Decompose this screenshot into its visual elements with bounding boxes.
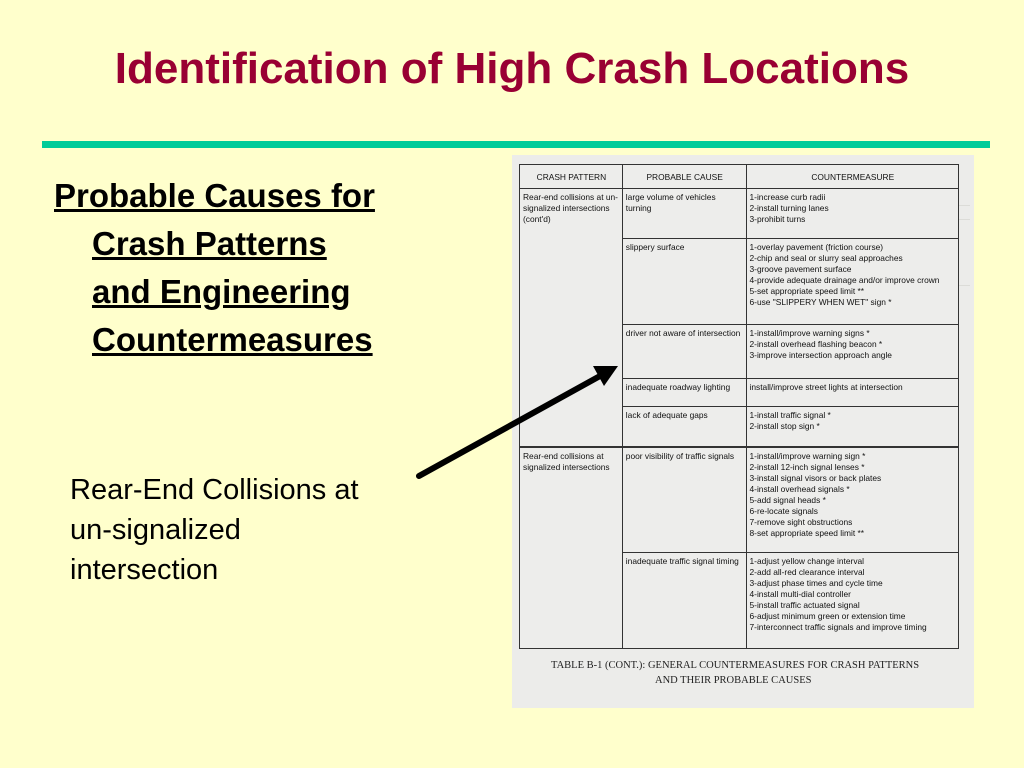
countermeasure-item: 7-remove sight obstructions [749, 516, 853, 527]
probable-cause-cell: poor visibility of traffic signals [622, 447, 746, 553]
countermeasure-item: 1-overlay pavement (friction course) [749, 242, 884, 252]
probable-cause-cell: slippery surface [622, 239, 746, 325]
callout-line: un-signalized [70, 514, 241, 546]
countermeasure-item: 4-install overhead signals * [749, 483, 850, 494]
crash-pattern-cell: Rear-end collisions at un-signalized intersections (cont'd) [520, 189, 623, 239]
countermeasure-item: 2-add all-red clearance interval [749, 567, 865, 577]
countermeasure-item: 6-use "SLIPPERY WHEN WET" sign * [749, 297, 892, 307]
countermeasure-item: 2-install 12-inch signal lenses * [749, 461, 865, 472]
countermeasure-item: 1-adjust yellow change interval [749, 556, 865, 566]
countermeasure-item: 6-re-locate signals [749, 505, 818, 516]
countermeasure-item: install/improve street lights at intersection [749, 382, 903, 392]
probable-cause-cell: large volume of vehicles turning [622, 189, 746, 239]
header-crash-pattern: CRASH PATTERN [520, 165, 623, 189]
caption-line: AND THEIR PROBABLE CAUSES [655, 675, 812, 686]
countermeasure-item: 1-install traffic signal * [749, 410, 831, 420]
slide-title: Identification of High Crash Locations [114, 44, 910, 93]
countermeasure-item: 4-install multi-dial controller [749, 589, 851, 599]
crash-pattern-cell: Rear-end collisions at signalized intersections [520, 447, 623, 553]
countermeasure-item: 2-install stop sign * [749, 421, 820, 431]
countermeasure-item: 5-install traffic actuated signal [749, 600, 860, 610]
callout-line: Rear-End Collisions at [70, 474, 359, 506]
countermeasure-item: 1-increase curb radii [749, 192, 826, 202]
countermeasure-item: 7-interconnect traffic signals and improve timing [749, 622, 927, 632]
countermeasure-item: 1-install/improve warning sign * [749, 450, 866, 461]
heading-line: and Engineering [92, 273, 351, 310]
heading-line: Crash Patterns [92, 225, 327, 262]
countermeasure-item: 4-provide adequate drainage and/or improve crown [749, 275, 940, 285]
probable-cause-cell: inadequate roadway lighting [622, 379, 746, 407]
countermeasure-item: 8-set appropriate speed limit ** [749, 527, 865, 538]
probable-cause-cell: lack of adequate gaps [622, 407, 746, 447]
heading-line: Probable Causes for [54, 177, 375, 214]
callout-line: intersection [70, 554, 219, 586]
probable-cause-cell: inadequate traffic signal timing [622, 553, 746, 649]
countermeasure-item: 1-install/improve warning signs * [749, 328, 870, 338]
heading-line: Countermeasures [92, 321, 373, 358]
countermeasure-item: 3-improve intersection approach angle [749, 350, 892, 360]
countermeasure-item: 5-set appropriate speed limit ** [749, 286, 865, 296]
probable-cause-cell: driver not aware of intersection [622, 325, 746, 379]
countermeasure-item: 2-install overhead flashing beacon * [749, 339, 883, 349]
countermeasure-item: 3-install signal visors or back plates [749, 472, 882, 483]
countermeasure-item: 3-prohibit turns [749, 214, 806, 224]
countermeasure-item: 5-add signal heads * [749, 494, 826, 505]
countermeasure-item: 6-adjust minimum green or extension time [749, 611, 906, 621]
countermeasure-item: 2-install turning lanes [749, 203, 829, 213]
countermeasure-item: 2-chip and seal or slurry seal approaches [749, 253, 903, 263]
caption-line: TABLE B-1 (CONT.): GENERAL COUNTERMEASURES FOR CRASH PATTERNS [551, 660, 920, 671]
countermeasure-item: 3-adjust phase times and cycle time [749, 578, 883, 588]
header-countermeasure: COUNTERMEASURE [746, 165, 959, 189]
arrow-shaft [419, 376, 600, 476]
header-probable-cause: PROBABLE CAUSE [622, 165, 746, 189]
countermeasure-item: 3-groove pavement surface [749, 264, 852, 274]
